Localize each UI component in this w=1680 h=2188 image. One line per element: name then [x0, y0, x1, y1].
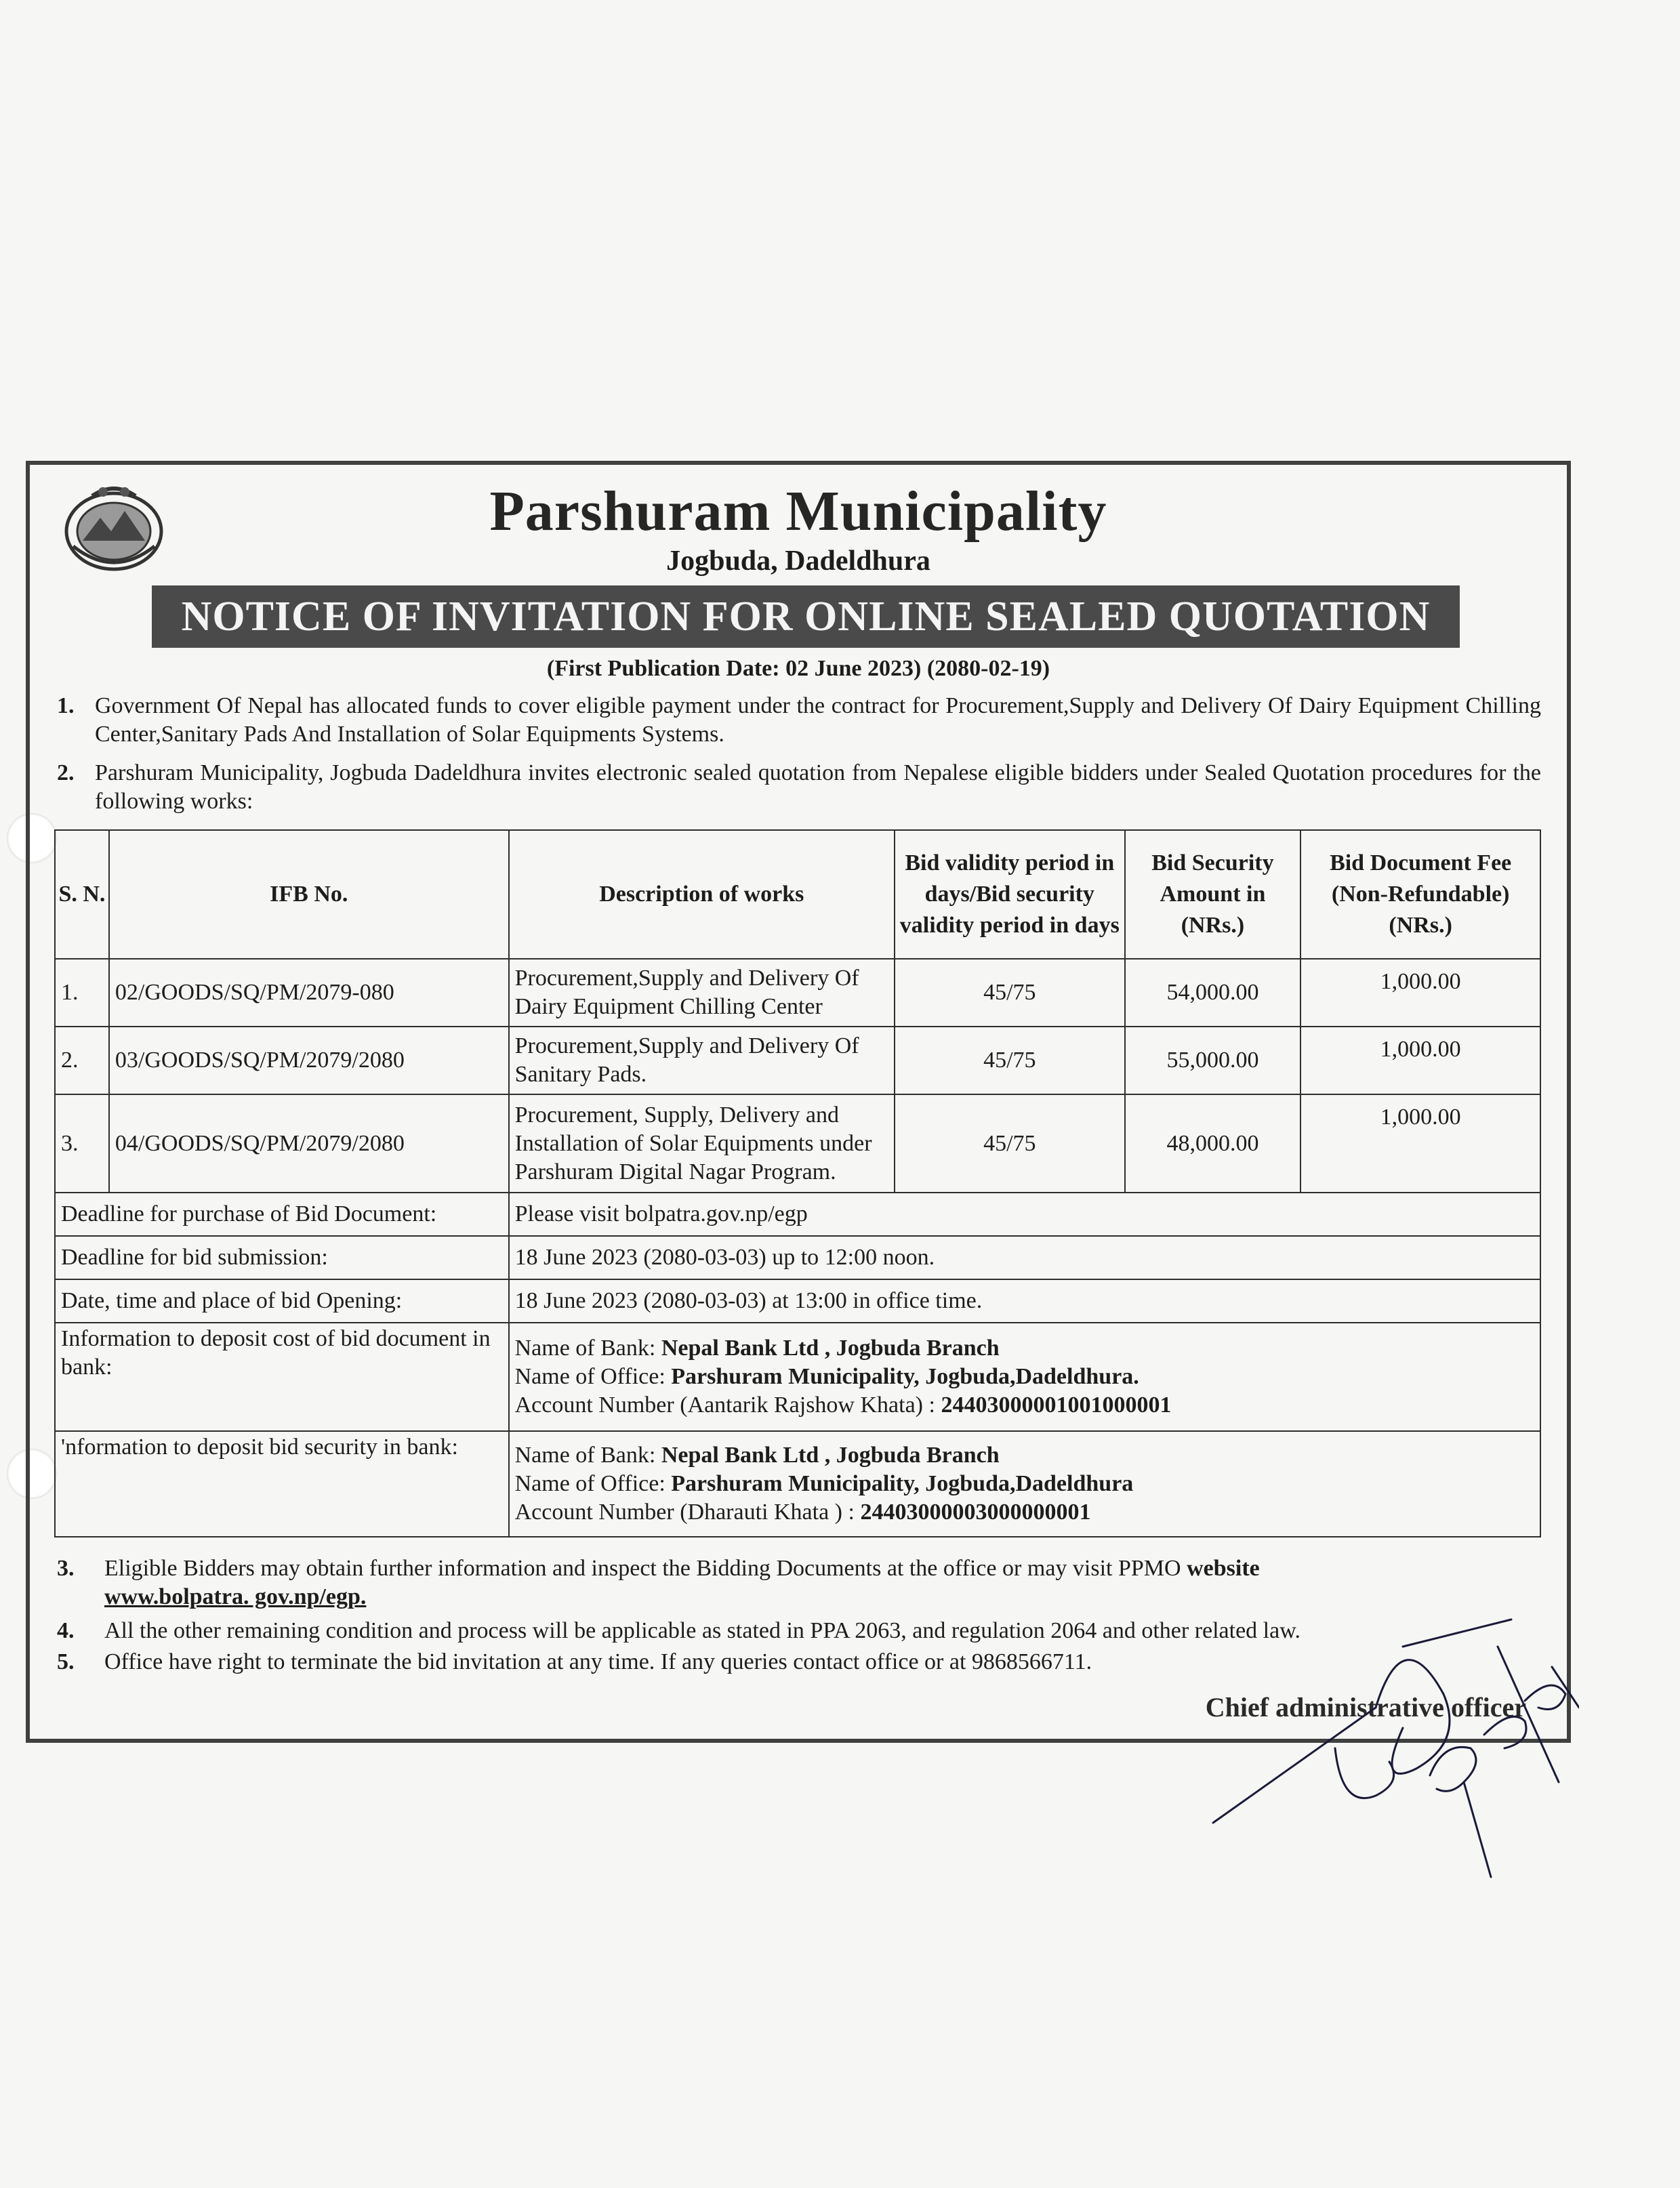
works-table	[54, 829, 1541, 1537]
cell-fee: 1,000.00	[1300, 1094, 1540, 1193]
account-line	[515, 1498, 1534, 1527]
table-header-row	[55, 830, 1540, 959]
cell-description: Procurement, Supply, Delivery and Installation of Solar Equipments under Parshuram Digital Nagar Program.	[509, 1094, 895, 1193]
cell-validity: 45/75	[895, 1027, 1125, 1094]
account-label: Account Number (Dharauti Khata ) :	[514, 1500, 855, 1525]
handwritten-signature	[1200, 1606, 1579, 1891]
submission-deadline-value: 18 June 2023 (2080-03-03) up to 12:00 noon.	[509, 1236, 1540, 1279]
purchase-deadline-value: Please visit bolpatra.gov.np/egp	[509, 1193, 1540, 1236]
office-label: Name of Office:	[514, 1471, 665, 1496]
website-link[interactable]: www.bolpatra. gov.np/egp.	[104, 1584, 367, 1609]
bid-opening-row	[55, 1279, 1540, 1323]
paragraph-text: Government Of Nepal has allocated funds to cover eligible payment under the contract for Procurement,Supply and Delivery Of Dairy Equipment Chilling Center,Sanitary Pads And Installation of Solar Equipments Systems.	[95, 693, 1541, 747]
office-name: Parshuram Municipality, Jogbuda,Dadeldhura.	[671, 1364, 1139, 1389]
municipality-address: Jogbuda, Dadeldhura	[666, 545, 930, 577]
bank-label: Name of Bank:	[514, 1443, 656, 1468]
deposit-cost-label: Information to deposit cost of bid document in bank:	[55, 1323, 509, 1431]
bank-line	[515, 1441, 1534, 1470]
point-text: Eligible Bidders may obtain further information and inspect the Bidding Documents at the office or may visit PPMO	[104, 1556, 1181, 1581]
cell-security: 55,000.00	[1125, 1027, 1301, 1094]
office-line	[515, 1470, 1534, 1498]
signoff-title: Chief administrative officer	[1205, 1692, 1526, 1722]
cell-validity: 45/75	[895, 1094, 1125, 1193]
deposit-security-label: 'nformation to deposit bid security in bank:	[55, 1431, 509, 1537]
deposit-security-row	[55, 1431, 1540, 1537]
bid-opening-label: Date, time and place of bid Opening:	[55, 1279, 509, 1323]
purchase-deadline-row	[55, 1193, 1540, 1236]
deposit-cost-row	[55, 1323, 1540, 1431]
cell-sn: 1.	[55, 959, 109, 1027]
point-number: 3.	[57, 1556, 75, 1581]
deposit-cost-details	[509, 1323, 1540, 1431]
submission-deadline-row	[55, 1236, 1540, 1279]
bid-opening-value: 18 June 2023 (2080-03-03) at 13:00 in office time.	[509, 1279, 1540, 1323]
footer-point-3	[57, 1554, 1541, 1611]
cell-sn: 2.	[55, 1027, 109, 1094]
table-row	[55, 1094, 1540, 1193]
cell-ifb: 03/GOODS/SQ/PM/2079/2080	[109, 1027, 509, 1094]
paragraph-1	[57, 692, 1541, 749]
point-number: 5.	[57, 1649, 75, 1674]
account-line	[515, 1391, 1534, 1420]
point-number: 4.	[57, 1618, 75, 1643]
deposit-security-details	[509, 1431, 1540, 1537]
bank-label: Name of Bank:	[514, 1336, 656, 1361]
notice-box	[26, 461, 1571, 1743]
cell-security: 54,000.00	[1125, 959, 1301, 1027]
office-line	[515, 1363, 1534, 1391]
point-text: All the other remaining condition and process will be applicable as stated in PPA 2063, and regulation 2064 and other related law.	[104, 1618, 1301, 1643]
header-fee: Bid Document Fee (Non-Refundable) (NRs.)	[1300, 830, 1540, 959]
cell-fee: 1,000.00	[1300, 959, 1540, 1027]
header-validity: Bid validity period in days/Bid security validity period in days	[895, 830, 1125, 959]
paragraph-text: Parshuram Municipality, Jogbuda Dadeldhura invites electronic sealed quotation from Nepalese eligible bidders under Sealed Quotation procedures for the following works:	[95, 760, 1541, 814]
header-sn: S. N.	[55, 830, 109, 959]
table-row	[55, 959, 1540, 1027]
submission-deadline-label: Deadline for bid submission:	[55, 1236, 509, 1279]
table-row	[55, 1027, 1540, 1094]
header-description: Description of works	[509, 830, 895, 959]
cell-description: Procurement,Supply and Delivery Of Sanitary Pads.	[509, 1027, 895, 1094]
municipality-title: Parshuram Municipality	[489, 480, 1107, 543]
paragraph-2	[57, 759, 1541, 816]
notice-banner: NOTICE OF INVITATION FOR ONLINE SEALED QUOTATION	[152, 585, 1460, 648]
point-text: Office have right to terminate the bid invitation at any time. If any queries contact office or at 9868566711.	[104, 1649, 1092, 1674]
cell-fee: 1,000.00	[1300, 1027, 1540, 1094]
header-ifb: IFB No.	[109, 830, 509, 959]
cell-sn: 3.	[55, 1094, 109, 1193]
website-label: website	[1187, 1556, 1260, 1581]
cell-validity: 45/75	[895, 959, 1125, 1027]
purchase-deadline-label: Deadline for purchase of Bid Document:	[55, 1193, 509, 1236]
office-name: Parshuram Municipality, Jogbuda,Dadeldhura	[671, 1471, 1134, 1496]
bank-name: Nepal Bank Ltd , Jogbuda Branch	[661, 1443, 1000, 1468]
paragraph-number: 2.	[57, 760, 75, 785]
account-label: Account Number (Aantarik Rajshow Khata) :	[514, 1392, 935, 1418]
publication-date: (First Publication Date: 02 June 2023) (2080-02-19)	[546, 656, 1050, 681]
office-label: Name of Office:	[514, 1364, 665, 1389]
bank-name: Nepal Bank Ltd , Jogbuda Branch	[661, 1336, 1000, 1361]
cell-security: 48,000.00	[1125, 1094, 1301, 1193]
paragraph-number: 1.	[57, 693, 75, 718]
account-number: 24403000001001000001	[941, 1392, 1172, 1418]
cell-description: Procurement,Supply and Delivery Of Dairy Equipment Chilling Center	[509, 959, 895, 1027]
account-number: 24403000003000000001	[860, 1500, 1091, 1525]
cell-ifb: 02/GOODS/SQ/PM/2079-080	[109, 959, 509, 1027]
header-security: Bid Security Amount in (NRs.)	[1125, 830, 1301, 959]
point-text-wrap	[104, 1554, 1541, 1611]
bank-line	[515, 1334, 1534, 1363]
cell-ifb: 04/GOODS/SQ/PM/2079/2080	[109, 1094, 509, 1193]
